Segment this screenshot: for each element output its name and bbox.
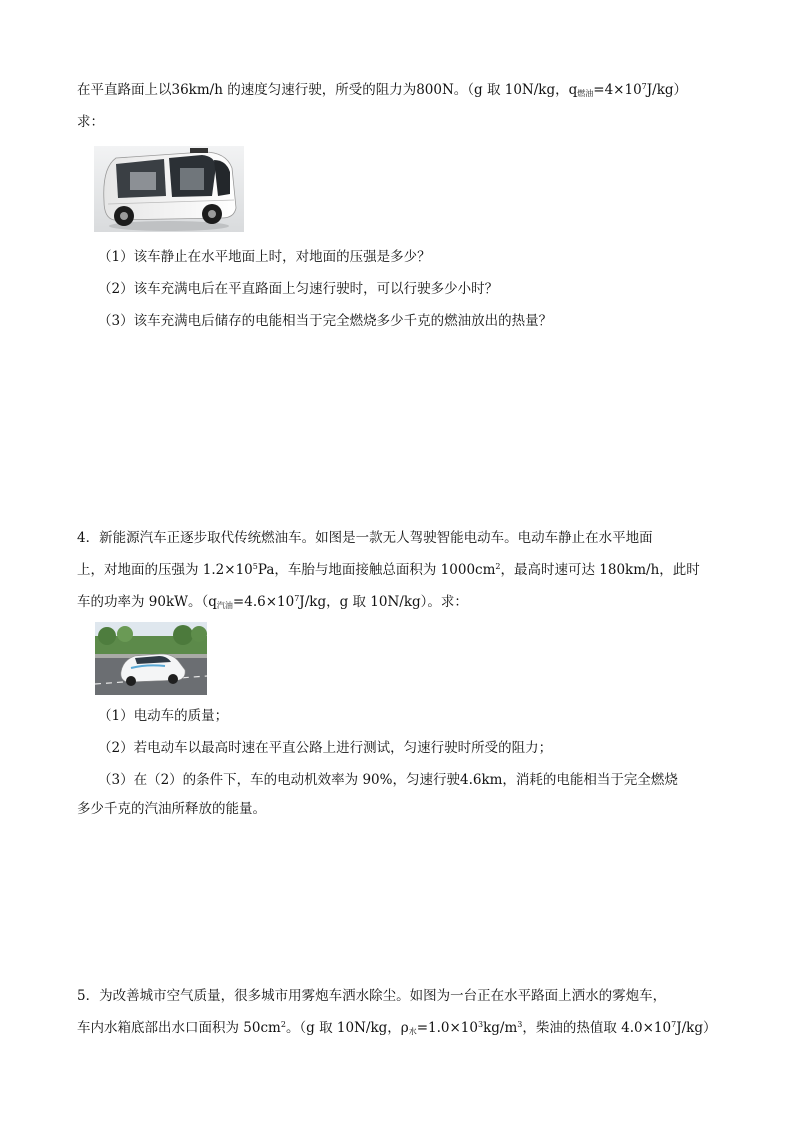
q3-question-2: （2）该车充满电后在平直路面上匀速行驶时，可以行驶多少小时？	[98, 281, 499, 297]
q3-condition-line: 在平直路面上以36km/h 的速度匀速行驶，所受的阻力为800N。（g 取 10N/kg，q燃油$=4\times 10^7J/kg$）	[77, 82, 688, 98]
q3-question-3: （3）该车充满电后储存的电能相当于完全燃烧多少千克的燃油放出的热量？	[98, 313, 553, 329]
q4-stem-line-3: 车的功率为 90kW。（q汽油$=4.6\times 10^7J/kg$，g 取 10N/kg）。求：	[77, 594, 468, 610]
q4-question-3: （3）在（2）的条件下，车的电动机效率为 90%，匀速行驶4.6km，消耗的电能相当于完全燃烧	[98, 772, 678, 788]
q4-question-3-cont: 多少千克的汽油所释放的能量。	[77, 801, 266, 817]
q4-stem-line-2: 上，对地面的压强为 $1.2\times 10^5Pa$，车胎与地面接触总面积为 $1000cm^2$，最高时速可达 180km/h，此时	[77, 562, 700, 578]
q4-question-1: （1）电动车的质量；	[98, 708, 229, 724]
q4-stem-line-1: 4．新能源汽车正逐步取代传统燃油车。如图是一款无人驾驶智能电动车。电动车静止在水平地面	[77, 530, 653, 546]
q3-question-1: （1）该车静止在水平地面上时，对地面的压强是多少？	[98, 249, 431, 265]
q5-stem-line-2: 车内水箱底部出水口面积为 $50cm^2$。（g 取 10N/kg，ρ水$=1.0\times 10^3kg/m^3$，柴油的热值取 $4.0\times 10^7J/kg$）	[77, 1020, 717, 1036]
q5-stem-line-1: 5．为改善城市空气质量，很多城市用雾炮车洒水除尘。如图为一台正在水平路面上洒水的雾炮车，	[77, 988, 667, 1004]
q4-question-2: （2）若电动车以最高时速在平直公路上进行测试，匀速行驶时所受的阻力；	[98, 740, 553, 756]
q3-shuttle-image	[94, 146, 244, 232]
q4-car-image	[95, 622, 207, 695]
q3-ask-line: 求：	[77, 114, 104, 130]
